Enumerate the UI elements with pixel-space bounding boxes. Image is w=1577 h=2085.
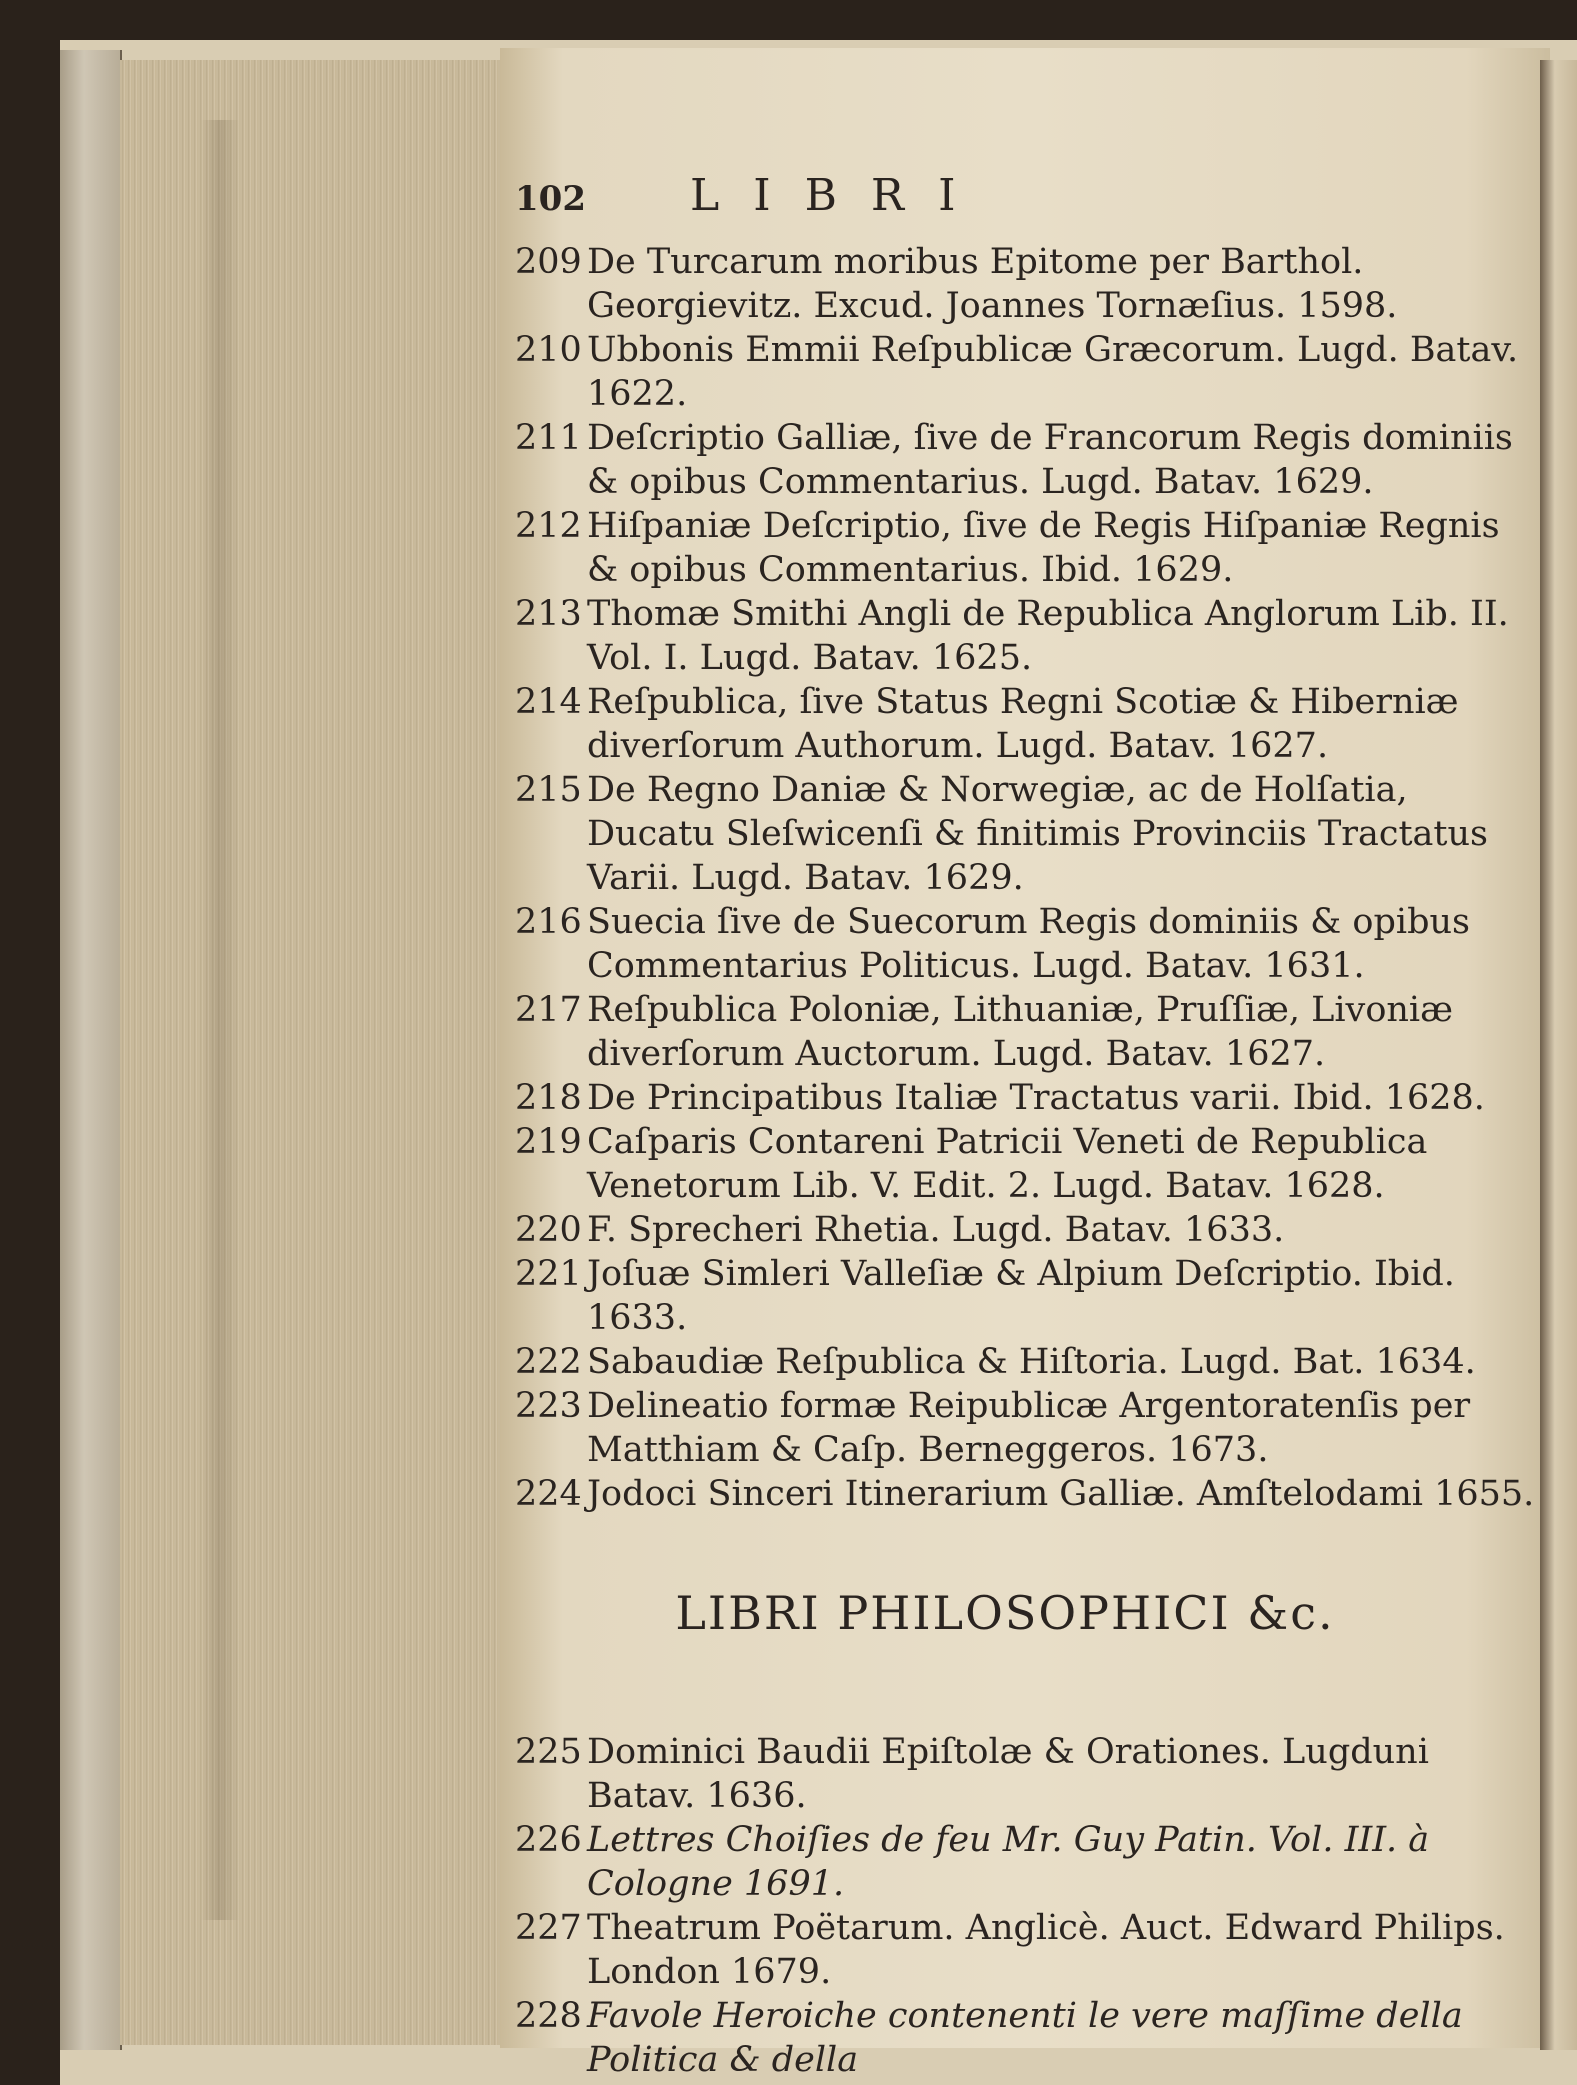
list-item <box>515 1252 1535 1340</box>
entry-list <box>515 240 1535 1516</box>
entry-number: 227 <box>515 1908 582 1948</box>
entry-text: De Regno Daniæ & Norwegiæ, ac de Holſatia, Ducatu Sleſwicenſi & finitimis Provinciis Tractatus Varii. Lugd. Batav. 1629. <box>587 770 1488 898</box>
list-item <box>515 504 1535 592</box>
entry-number: 219 <box>515 1122 582 1162</box>
entry-number: 223 <box>515 1386 582 1426</box>
entry-text: De Turcarum moribus Epitome per Barthol. Georgievitz. Excud. Joannes Tornæſius. 1598. <box>587 242 1398 326</box>
book-binding <box>60 50 122 2050</box>
entry-text: Caſparis Contareni Patricii Veneti de Republica Venetorum Lib. V. Edit. 2. Lugd. Batav. 1628. <box>587 1122 1428 1206</box>
entry-number: 221 <box>515 1254 582 1294</box>
entry-text: F. Sprecheri Rhetia. Lugd. Batav. 1633. <box>587 1210 1285 1250</box>
list-item <box>515 328 1535 416</box>
entry-text: De Principatibus Italiæ Tractatus varii. Ibid. 1628. <box>587 1078 1485 1118</box>
entry-text: Favole Heroiche contenenti le vere maſſime della Politica & della <box>587 1996 1463 2080</box>
list-item <box>515 1730 1535 1818</box>
list-item <box>515 768 1535 900</box>
entry-text: Joſuæ Simleri Valleſiæ & Alpium Deſcriptio. Ibid. 1633. <box>587 1254 1455 1338</box>
entry-number: 212 <box>515 506 582 546</box>
page-number: 102 <box>515 179 586 219</box>
entry-list-philosophici <box>515 1730 1535 2082</box>
entry-text: Dominici Baudii Epiſtolæ & Orationes. Lugduni Batav. 1636. <box>587 1732 1429 1816</box>
entry-text: Lettres Choiſies de feu Mr. Guy Patin. Vol. III. à Cologne 1691. <box>587 1820 1430 1904</box>
list-item <box>515 1906 1535 1994</box>
entry-number: 210 <box>515 330 582 370</box>
list-item <box>515 1818 1535 1906</box>
page-header <box>515 170 1535 240</box>
page-edges <box>120 60 503 2045</box>
entry-text: Delineatio formæ Reipublicæ Argentoratenſis per Matthiam & Caſp. Berneggeros. 1673. <box>587 1386 1471 1470</box>
entry-text: Thomæ Smithi Angli de Republica Anglorum Lib. II. Vol. I. Lugd. Batav. 1625. <box>587 594 1509 678</box>
entry-number: 215 <box>515 770 582 810</box>
entry-text: Reſpublica Poloniæ, Lithuaniæ, Pruſſiæ, Livoniæ diverſorum Auctorum. Lugd. Batav. 1627. <box>587 990 1454 1074</box>
list-item <box>515 1384 1535 1472</box>
entry-number: 216 <box>515 902 582 942</box>
entry-text: Sabaudiæ Reſpublica & Hiſtoria. Lugd. Bat. 1634. <box>587 1342 1476 1382</box>
page-gutter <box>1540 60 1577 2050</box>
section-title: LIBRI PHILOSOPHICI &c. <box>675 1586 1335 1640</box>
entry-number: 224 <box>515 1474 582 1514</box>
entry-number: 209 <box>515 242 582 282</box>
entry-text: Theatrum Poëtarum. Anglicè. Auct. Edward Philips. London 1679. <box>587 1908 1505 1992</box>
list-item <box>515 900 1535 988</box>
page-edges-shade <box>200 120 240 1920</box>
page-content <box>515 170 1535 2082</box>
entry-text: Suecia ſive de Suecorum Regis dominiis & opibus Commentarius Politicus. Lugd. Batav. 1631. <box>587 902 1470 986</box>
entry-number: 211 <box>515 418 582 458</box>
list-item <box>515 680 1535 768</box>
entry-text: Deſcriptio Galliæ, ſive de Francorum Regis dominiis & opibus Commentarius. Lugd. Batav. 1629. <box>587 418 1513 502</box>
entry-number: 222 <box>515 1342 582 1382</box>
running-head: LIBRI <box>690 170 990 221</box>
list-item <box>515 1208 1535 1252</box>
entry-number: 226 <box>515 1820 582 1860</box>
list-item <box>515 1076 1535 1120</box>
list-item <box>515 1994 1535 2082</box>
list-item <box>515 416 1535 504</box>
entry-number: 228 <box>515 1996 582 2036</box>
entry-text: Ubbonis Emmii Reſpublicæ Græcorum. Lugd. Batav. 1622. <box>587 330 1519 414</box>
entry-number: 225 <box>515 1732 582 1772</box>
entry-number: 214 <box>515 682 582 722</box>
entry-number: 220 <box>515 1210 582 1250</box>
list-item <box>515 1472 1535 1516</box>
list-item <box>515 1340 1535 1384</box>
entry-number: 218 <box>515 1078 582 1118</box>
list-item <box>515 240 1535 328</box>
entry-number: 213 <box>515 594 582 634</box>
list-item <box>515 1120 1535 1208</box>
entry-text: Reſpublica, ſive Status Regni Scotiæ & Hiberniæ diverſorum Authorum. Lugd. Batav. 1627. <box>587 682 1459 766</box>
list-item <box>515 592 1535 680</box>
entry-number: 217 <box>515 990 582 1030</box>
entry-text: Jodoci Sinceri Itinerarium Galliæ. Amſtelodami 1655. <box>587 1474 1535 1514</box>
list-item <box>515 988 1535 1076</box>
entry-text: Hiſpaniæ Deſcriptio, ſive de Regis Hiſpaniæ Regnis & opibus Commentarius. Ibid. 1629. <box>587 506 1500 590</box>
